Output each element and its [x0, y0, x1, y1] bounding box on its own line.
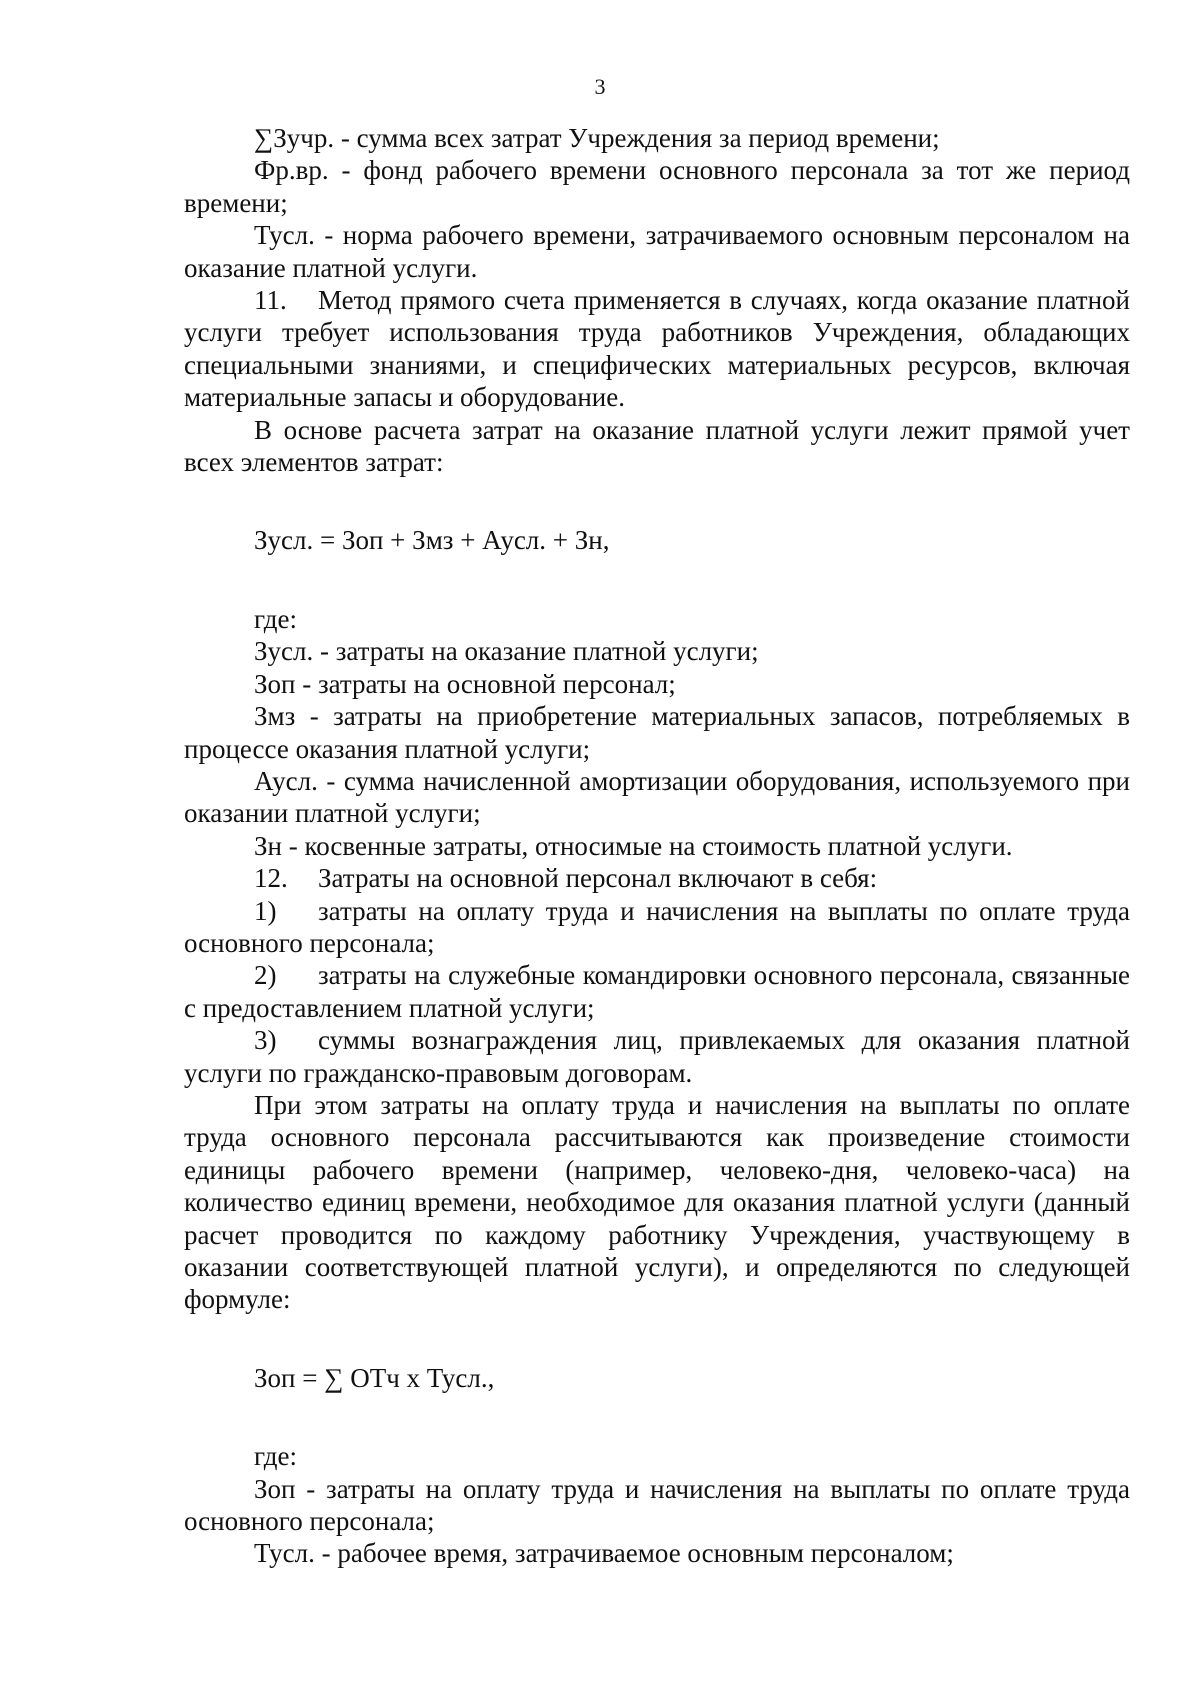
- item-11-paragraph: [184, 284, 1130, 414]
- definition-paragraph: Зоп - затраты на оплату труда и начисления на выплаты по оплате труда основного персонала;: [184, 1473, 1130, 1537]
- subitem-paragraph: [184, 959, 1130, 1024]
- definition-paragraph: Зн - косвенные затраты, относимые на стоимость платной услуги.: [254, 830, 1013, 861]
- subitem-text: затраты на служебные командировки основного персонала, связанные с предоставлением платной услуги;: [184, 960, 1130, 1023]
- subitem-number: 1): [254, 895, 277, 926]
- definition-paragraph: Тусл. - рабочее время, затрачиваемое основным персоналом;: [254, 1538, 954, 1569]
- subitem-text: суммы вознаграждения лиц, привлекаемых для оказания платной услуги по гражданско-правовым договорам.: [184, 1025, 1130, 1088]
- subitem-text: затраты на оплату труда и начисления на выплаты по оплате труда основного персонала;: [184, 895, 1130, 958]
- subitem-number: 2): [254, 960, 277, 991]
- definition-paragraph: Тусл. - норма рабочего времени, затрачиваемого основным персоналом на оказание платной услуги.: [184, 220, 1130, 283]
- definition-paragraph: Зоп - затраты на основной персонал;: [254, 668, 676, 699]
- definition-paragraph: ∑Зучр. - сумма всех затрат Учреждения за период времени;: [254, 123, 940, 153]
- subitem-number: 3): [254, 1025, 277, 1056]
- page-number: 3: [594, 74, 606, 99]
- item-number: 11.: [254, 285, 287, 316]
- item-number: 12.: [254, 863, 288, 894]
- item-12-paragraph: [184, 862, 1130, 894]
- item-text: Затраты на основной персонал включают в себя:: [318, 863, 878, 894]
- item-text: Метод прямого счета применяется в случаях, когда оказание платной услуги требует использования труда работников Учреждения, обладающих специальными знаниями, и специфических материальных ресурсов, включая материальные запасы и оборудование.: [184, 285, 1130, 413]
- formula-personnel-cost: Зоп = ∑ ОТч х Тусл.,: [254, 1362, 495, 1393]
- definition-paragraph: Змз - затраты на приобретение материальных запасов, потребляемых в процессе оказания платной услуги;: [184, 701, 1130, 764]
- formula-total-cost: Зусл. = Зоп + Змз + Аусл. + Зн,: [254, 525, 610, 556]
- where-label: где:: [254, 1441, 297, 1472]
- calculation-paragraph: При этом затраты на оплату труда и начисления на выплаты по оплате труда основного персонала рассчитываются как произведение стоимости единицы рабочего времени (например, человеко-дня, человеко-часа) на количество единиц времени, необходимое для оказания платной услуги (данный расчет проводится по каждому работнику Учреждения, участвующему в оказании соответствующей платной услуги), и определяются по следующей формуле:: [184, 1089, 1130, 1315]
- definition-paragraph: Фр.вр. - фонд рабочего времени основного персонала за тот же период времени;: [184, 155, 1130, 218]
- basis-paragraph: В основе расчета затрат на оказание платной услуги лежит прямой учет всех элементов затрат:: [184, 414, 1130, 478]
- definition-paragraph: Аусл. - сумма начисленной амортизации оборудования, используемого при оказании платной услуги;: [184, 765, 1130, 829]
- definition-paragraph: Зусл. - затраты на оказание платной услуги;: [254, 636, 759, 667]
- subitem-paragraph: [184, 895, 1130, 960]
- subitem-paragraph: [184, 1024, 1130, 1089]
- document-body: [184, 122, 1130, 1570]
- where-label: где:: [254, 603, 297, 634]
